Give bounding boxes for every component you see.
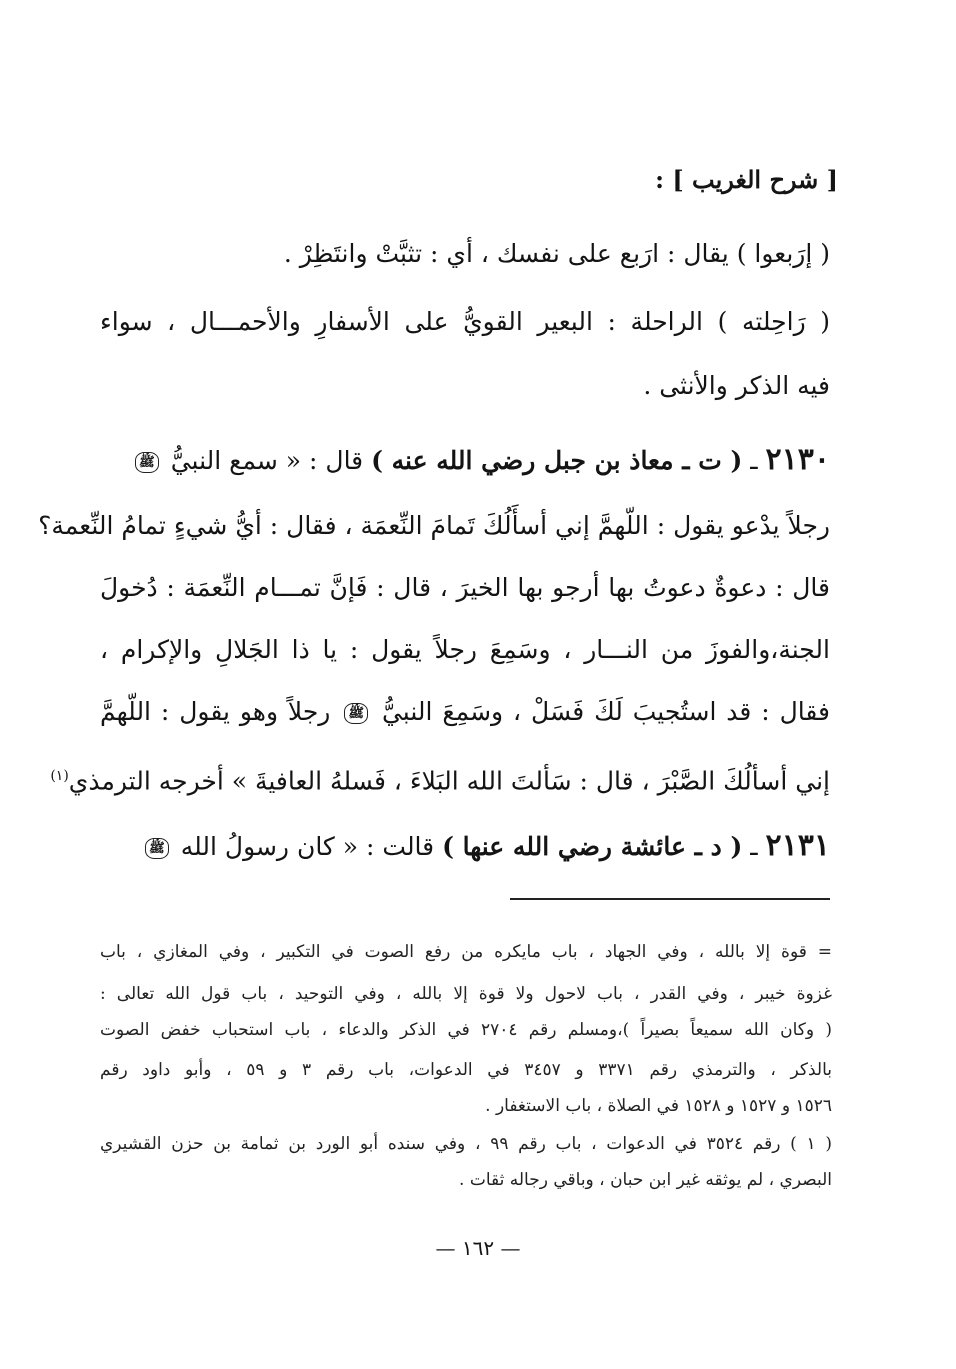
narrator: ( د ـ عائشة رضي الله عنها ) [442,832,743,861]
section-heading: [ شرح الغريب ] : [655,165,838,194]
narrator: ( ت ـ معاذ بن جبل رضي الله عنه ) [371,446,743,475]
footnote-line: غزوة خيبر ، وفي القدر ، باب لاحول ولا قوة إلا بالله ، وفي التوحيد ، باب قول الله تعالى : [100,984,832,1004]
footnote-line: ( وكان الله سميعاً بصيراً )،ومسلم رقم ٢٧٠٤ في الذكر والدعاء ، باب استحباب خفض الصوت [100,1020,832,1040]
hadith-text: قال : « سمع النبيُّ [170,446,364,475]
salutation-icon: ﷺ [135,452,159,473]
hadith-2130-line-2: رجلاً يدْعو يقول : اللّهمَّ إني أسأَلُكَ تَمامَ النِّعمَة ، فقال : أيُّ شيءٍ تمامُ النِّعمة؟ [38,511,830,540]
salutation-icon: ﷺ [145,838,169,859]
gloss-line-1: ( إرَبعوا ) يقال : ارَبع على نفسك ، أي : تثبَّتْ وانتَظِرْ . [283,239,830,268]
footnote-line: البصري ، لم يوثقه غير ابن حبان ، وباقي رجاله ثقات . [459,1170,832,1190]
gloss-line-3: فيه الذكر والأنثى . [643,371,830,400]
gloss-line-2: ( رَاحِلته ) الراحلة : البعير القويُّ على الأسفارِ والأحمـــال ، سواء [100,307,830,336]
footnote-line: = قوة إلا بالله ، وفي الجهاد ، باب مايكره من رفع الصوت في التكبير ، وفي المغازي ، باب [100,942,832,962]
hadith-2131-line-1: ٢١٣١ ـ ( د ـ عائشة رضي الله عنها ) قالت : « كان رسولُ الله ﷺ [100,826,830,867]
salutation-icon: ﷺ [344,703,368,724]
page-number: — ١٦٢ — [435,1236,521,1260]
hadith-2130-line-1: ٢١٣٠ ـ ( ت ـ معاذ بن جبل رضي الله عنه ) قال : « سمع النبيُّ ﷺ [100,440,830,481]
footnote-line: ( ١ ) رقم ٣٥٢٤ في الدعوات ، باب رقم ٩٩ ، وفي سنده أبو الورد بن ثمامة بن حزن القشيري [100,1134,833,1154]
hadith-text: رجلاً وهو يقول : اللّهمَّ [100,697,331,726]
footnote-line: ١٥٢٦ و ١٥٢٧ و ١٥٢٨ في الصلاة ، باب الاستغفار . [485,1096,832,1116]
hadith-text: إني أسألُكَ الصَّبْرَ ، قال : سَألتَ الله البَلاءَ ، فَسلهُ العافيةَ » أخرجه الترمذي [68,766,830,796]
hadith-text: فقال : قد استُجيبَ لَكَ فَسَلْ ، وسَمِعَ النبيُّ [381,697,831,726]
footnote-marker: (١) [50,768,69,784]
footnote-divider [510,898,830,900]
footnote-line: بالذكر ، والترمذي رقم ٣٣٧١ و ٣٤٥٧ في الدعوات، باب رقم ٣ و ٥٩ ، وأبو داود رقم [100,1060,832,1080]
hadith-2130-line-5 [100,692,830,732]
hadith-number: ٢١٣٠ [765,442,830,477]
hadith-text: قالت : « كان رسولُ الله [180,832,435,861]
hadith-2130-line-4: الجنة،والفوزَ من النـــار ، وسَمِعَ رجلاً يقول : يا ذا الجَلالِ والإكرام ، [100,635,830,664]
hadith-2130-line-6 [50,756,830,801]
hadith-number: ٢١٣١ [765,828,830,863]
hadith-2130-line-3: قال : دعوةٌ دعوتُ بها أرجو بها الخيرَ ، قال : فَإنَّ تمـــام النِّعمَة : دُخولَ [100,573,830,602]
